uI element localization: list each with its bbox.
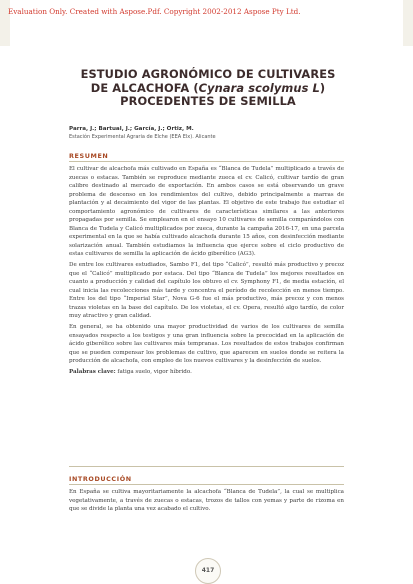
title-line-3: PROCEDENTES DE SEMILLA	[120, 94, 296, 108]
resumen-paragraph-1: El cultivar de alcachofa más cultivado en España es “Blanca de Tudela” multiplicado a través de zuecas o estacas. También se reproduce mediante zueca el cv. Calicó, cultivar tardío de gran calibre destinado al mercado de exportación. En ambos casos se está observando un grave problema de descenso en los rendimientos del cultivo, debido principalmente a marras de plantación y al decaimiento del vigor de las plantas. El objetivo de este trabajo fue estudiar el comportamiento agronómico de cultivares de características similares a las anteriores propagadas por semilla. Se emplearon en el ensayo 10 cultivares de semilla comparándolos con Blanca de Tudela y Calicó multiplicados por zueca, durante la campaña 2016-17, en una parcela experimental en la que se había cultivado alcachofa durante 15 años, con desinfección mediante solarización anual. También estudiamos la influencia que ejerce sobre el ciclo productivo de estas cultivares de semilla la aplicación de ácido giberélico (AG3).	[69, 166, 344, 258]
introduccion-body	[69, 488, 344, 516]
introduccion-heading: INTRODUCCIÓN	[69, 475, 132, 483]
page-number: 417	[195, 558, 221, 584]
evaluation-watermark: Evaluation Only. Created with Aspose.Pdf. Copyright 2002-2012 Aspose Pty Ltd.	[8, 7, 301, 16]
title-line-2-post: )	[319, 80, 326, 95]
keywords-text: fatiga suelo, vigor híbrido.	[115, 369, 192, 376]
title-line-1: ESTUDIO AGRONÓMICO DE CULTIVARES	[80, 67, 336, 81]
resumen-body	[69, 165, 344, 379]
keywords-label: Palabras clave:	[69, 369, 116, 376]
corner-decoration-right	[403, 0, 413, 46]
resumen-paragraph-3: En general, se ha obtenido una mayor productividad de varios de los cultivares de semilla ensayados respecto a los testigos y una gran influencia sobre la precocidad en la aplicación de ácido giberélico sobre las cultivares más tempranas. Los resultados de estos trabajos confirman que se pueden compensar los problemas de cultivo, que aparecen en suelos donde se reitera la producción de alcachofa, con empleo de los nuevos cultivares y la desinfección de suelos.	[69, 324, 344, 365]
intro-rule-top	[69, 466, 344, 467]
affiliation: Estación Experimental Agraria de Elche (EEA Elx). Alicante	[69, 134, 216, 140]
title-line-2-pre: DE ALCACHOFA (	[90, 80, 199, 95]
resumen-paragraph-2: De entre los cultivares estudiados, Sambo F1, del tipo “Calicó”, resultó más productivo y precoz que el “Calicó” multiplicado por estaca. Del tipo “Blanca de Tudela” los mejores resultados en cuanto a producción y calidad del capítulo los obtuvo el cv. Symphony F1, de media estación, el cual inicia las recolecciones más tarde y concentra el período de recolección en menos tiempo. Entre los del tipo “Imperial Star”, Nova G-6 fue el más productivo, más precoz y con menos trazas violetas en la base del capítulo. De los violetas, el cv. Opera, resultó algo tardío, de color muy atractivo y gran calidad.	[69, 262, 344, 320]
introduccion-paragraph-1: En España se cultiva mayoritariamente la alcachofa “Blanca de Tudela”, la cual se multiplica vegetativamente, a través de zuecas o estacas, trozos de tallos con yemas y parte de rizoma en que se divide la planta una vez acabado el cultivo.	[69, 489, 344, 513]
keywords	[69, 368, 344, 377]
intro-rule	[69, 484, 344, 485]
authors: Parra, J.; Bartual, J.; García, J.; Ortiz, M.	[69, 126, 194, 132]
paper-title	[60, 68, 356, 109]
title-species: Cynara scolymus L	[198, 80, 320, 95]
resumen-rule	[69, 161, 344, 162]
title-line-2	[60, 82, 356, 96]
resumen-heading: RESUMEN	[69, 152, 109, 160]
